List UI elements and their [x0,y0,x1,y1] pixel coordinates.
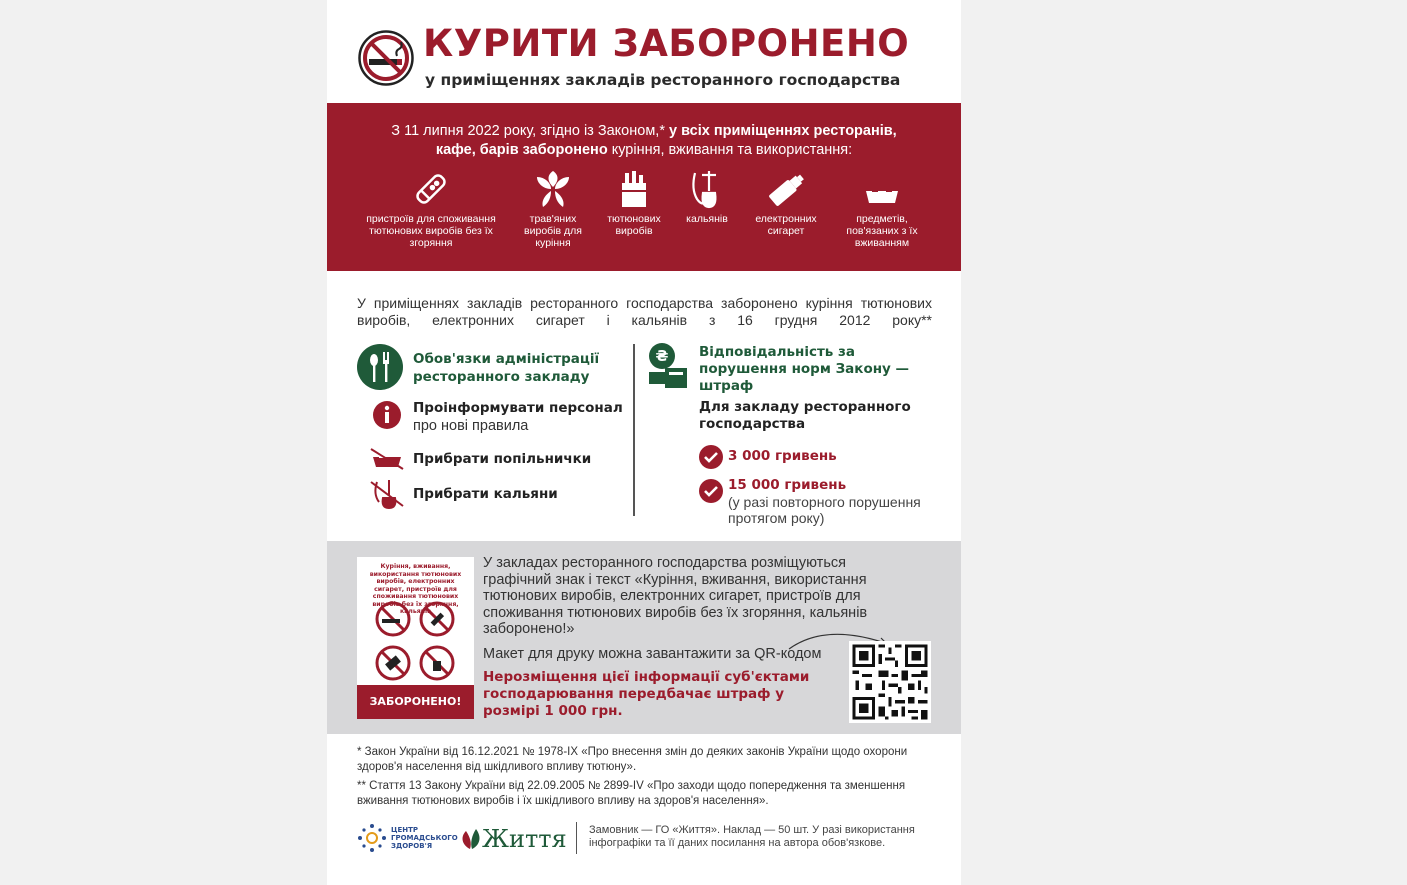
product-label: предметів, пов'язаних з їх вживанням [846,213,918,249]
qr-instruction: Макет для друку можна завантажити за QR-кодом [483,646,822,662]
hookah-icon [687,169,727,209]
footer-separator [576,822,577,854]
heated-tobacco-device-icon [411,169,451,209]
fine-repeat: 15 000 гривень [728,477,847,493]
footnote-2: ** Стаття 13 Закону України від 22.09.2005 № 2899-IV «Про заходи щодо попередження та зменшення вживання тютюнових виробів і їх шкідливого впливу на здоров'я населення». [357,780,906,807]
product-accessories [835,169,929,249]
fine-first: 3 000 гривень [728,448,837,464]
header [327,0,961,103]
duty-ashtray-label: Прибрати попільнички [413,451,592,467]
duty-remove-ashtrays [413,450,591,468]
column-divider [633,344,635,516]
public-health-center-logo-text: ЦЕНТР ГРОМАДСЬКОГО ЗДОРОВ'Я [391,826,458,850]
footnote-1: * Закон України від 16.12.2021 № 1978-IX «Про внесення змін до деяких законів України щодо охорони здоров'я населення від шкідливого впливу тютюну». [357,746,908,773]
liability-subheading: Для закладу ресторанного господарства [699,399,911,432]
intro-text-2: куріння, вживання та використання: [607,142,853,158]
cigarette-pack-icon [614,169,654,209]
poster-prohibition-icons [375,601,457,683]
herbal-leaves-icon [533,169,573,209]
cutlery-icon [357,344,403,390]
intro-text-1: З 11 липня 2022 року, згідно із Законом,* [391,123,669,139]
page-subtitle: у приміщеннях закладів ресторанного господарства [425,71,901,89]
check-icon [699,479,723,503]
duty-inform-rest: про нові правила [413,418,529,434]
check-icon [699,445,723,469]
poster-text: Куріння, вживання, використання тютюнових виробів, електронних сигарет, пристроїв для споживання тютюнових виробів без їх згоряння, кальянів [369,563,462,615]
band-intro [347,122,941,160]
notice-warning: Нерозміщення цієї інформації суб'єктами господарювання передбачає штраф у розмірі 1 000 грн. [483,669,810,719]
sign-poster-thumbnail [357,557,474,719]
no-hookah-icon [369,478,405,510]
notice-text: У закладах ресторанного господарства розміщуються графічний знак і текст «Куріння, вживання, використання тютюнових виробів, електронних сигарет, пристроїв для споживання тютюнових виробів без їх згоряння, кальянів заборонено!» [483,555,868,637]
product-hookah [677,169,737,225]
no-smoking-icon [357,29,415,87]
law-paragraph: У приміщеннях закладів ресторанного господарства заборонено куріння тютюнових виробів, електронних сигарет і кальянів з 16 грудня 2012 року** [357,295,932,328]
duty-remove-hookahs [413,485,558,503]
public-health-center-logo-icon [357,823,387,853]
product-label: кальянів [686,213,728,225]
svg-text:₴: ₴ [655,347,669,365]
product-label: трав'яних виробів для куріння [524,213,582,249]
duty-inform-staff [413,399,633,435]
qr-code[interactable] [849,641,931,723]
e-cigarette-icon [766,169,806,209]
document-page [327,0,961,885]
prohibition-band [327,103,961,271]
product-label: пристроїв для споживання тютюнових виробів без їх згоряння [366,213,496,249]
ashtray-icon [862,169,902,209]
duty-inform-bold: Проінформувати персонал [413,400,623,416]
product-tobacco [597,169,671,237]
page-title: КУРИТИ ЗАБОРОНЕНО [423,22,910,65]
info-icon [372,400,402,430]
order-info: Замовник — ГО «Життя». Наклад — 50 шт. У разі використання інфографіки та її даних посилання на автора обов'язкове. [589,824,915,849]
poster-forbidden-bar: ЗАБОРОНЕНО! [357,685,474,719]
no-ashtray-icon [369,447,405,471]
hryvnia-fine-icon [647,342,691,390]
intro-bold-1: у всіх приміщеннях ресторанів, [669,123,897,139]
fine-repeat-note: (у разі повторного порушення протягом року) [728,494,921,526]
duty-hookah-label: Прибрати кальяни [413,486,558,502]
product-ecig [745,169,827,237]
notice-block [327,541,961,734]
zhyttia-logo-icon [460,827,482,851]
product-herbal [517,169,589,249]
intro-bold-2: кафе, барів заборонено [435,142,608,158]
product-heated-tobacco [355,169,507,249]
zhyttia-logo-text: Життя [482,825,567,853]
liability-heading: Відповідальність за порушення норм Закону — штраф [699,344,910,394]
duties-heading: Обов'язки адміністрації ресторанного закладу [413,351,600,385]
product-label: електронних сигарет [755,213,817,237]
qr-code-icon [849,641,931,723]
product-label: тютюнових виробів [607,213,661,237]
